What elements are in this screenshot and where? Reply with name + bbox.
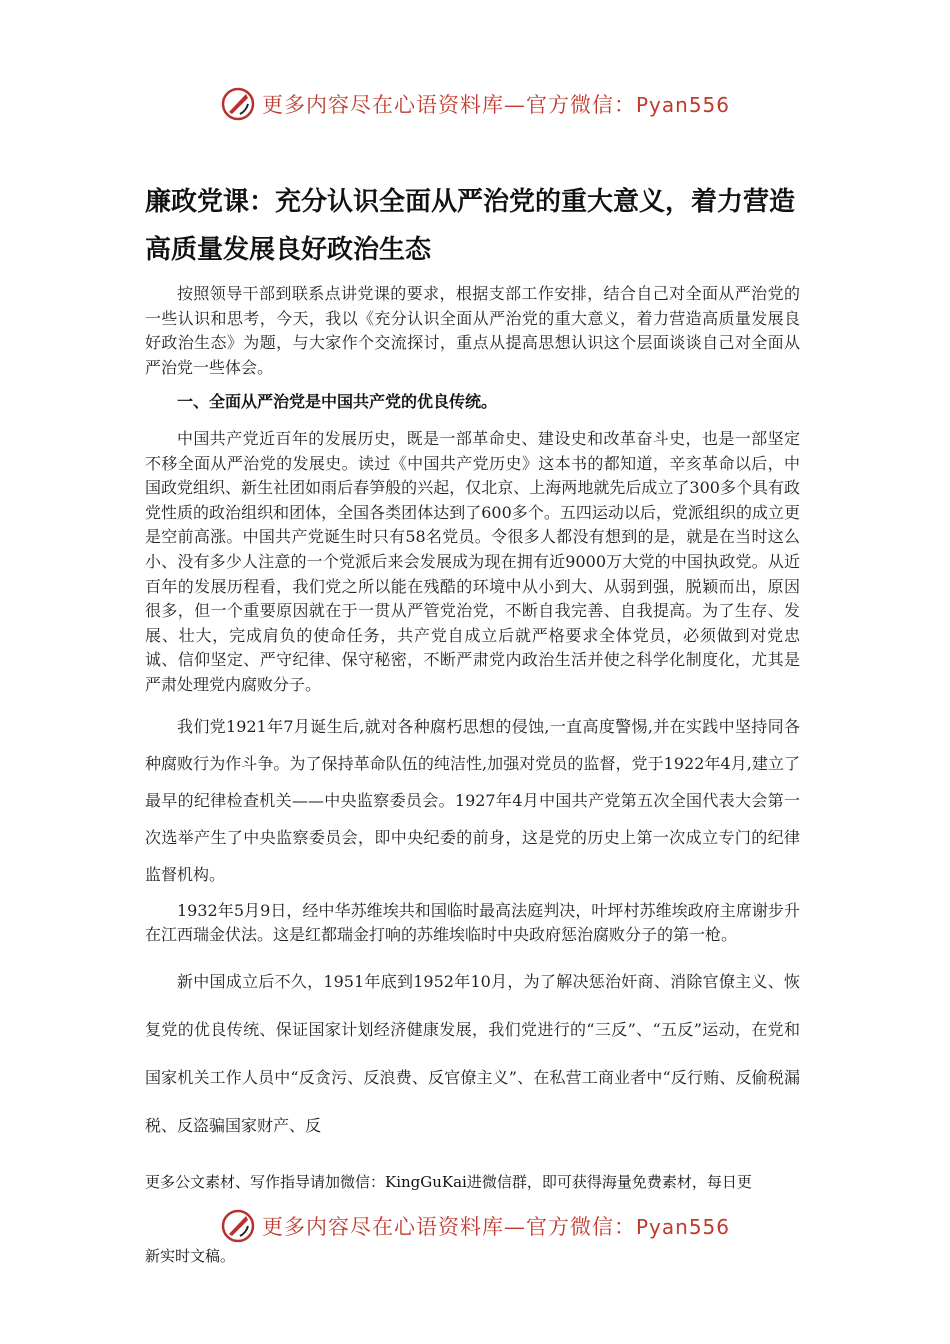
watermark-handle: Pyan556 — [635, 1215, 730, 1239]
paragraph-new-china: 新中国成立后不久，1951年底到1952年10月，为了解决惩治奸商、消除官僚主义、恢复党的优良传统、保证国家计划经济健康发展，我们党进行的“三反”、“五反”运动，在党和国家机关工作人员中“反贪污、反浪费、反官僚主义”、在私营工商业者中“反行贿、反偷税漏税、反盗骗国家财产、反 — [145, 971, 800, 1135]
watermark-top — [0, 86, 950, 122]
paragraph-intro: 按照领导干部到联系点讲党课的要求，根据支部工作安排，结合自己对全面从严治党的一些认识和思考，今天，我以《充分认识全面从严治党的重大意义，着力营造高质量发展良好政治生态》为题，与大家作个交流探讨，重点从提高思想认识这个层面谈谈自己对全面从严治党一些体会。 — [145, 284, 800, 377]
paragraph-1921: 我们党1921年7月诞生后,就对各种腐朽思想的侵蚀,一直高度警惕,并在实践中坚持同各种腐败行为作斗争。为了保持革命队伍的纯洁性,加强对党员的监督，党于1922年4月,建立了最早的纪律检查机关——中央监察委员会。1927年4月中国共产党第五次全国代表大会第一次选举产生了中央监察委员会，即中央纪委的前身，这是党的历史上第一次成立专门的纪律监督机构。 — [145, 716, 800, 884]
watermark-text: 更多内容尽在心语资料库—官方微信： — [261, 93, 636, 117]
logo-icon — [220, 1208, 256, 1244]
watermark-handle: Pyan556 — [635, 93, 730, 117]
section-heading: 一、全面从严治党是中国共产党的优良传统。 — [177, 392, 498, 412]
document-body — [145, 282, 800, 1154]
footer-tail: 新实时文稿。 — [145, 1247, 236, 1265]
paragraph-history: 中国共产党近百年的发展历史，既是一部革命史、建设史和改革奋斗史，也是一部坚定不移全面从严治党的发展史。读过《中国共产党历史》这本书的都知道，辛亥革命以后，中国政党组织、新生社团如雨后春笋般的兴起，仅北京、上海两地就先后成立了300多个具有政党性质的政治组织和团体，全国各类团体达到了600多个。五四运动以后，党派组织的成立更是空前高涨。中国共产党诞生时只有58名党员。令很多人都没有想到的是，就是在当时这么小、没有多少人注意的一个党派后来会发展成为现在拥有近9000万大党的中国执政党。从近百年的发展历程看，我们党之所以能在残酷的环境中从小到大、从弱到强，脱颖而出，原因很多，但一个重要原因就在于一贯从严管党治党，不断自我完善、自我提高。为了生存、发展、壮大，完成肩负的使命任务，共产党自成立后就严格要求全体党员，必须做到对党忠诚、信仰坚定、严守纪律、保守秘密，不断严肃党内政治生活并使之科学化制度化，尤其是严肃处理党内腐败分子。 — [145, 428, 800, 694]
watermark-text: 更多内容尽在心语资料库—官方微信： — [261, 1215, 636, 1239]
watermark-bottom — [0, 1208, 950, 1244]
paragraph-1932: 1932年5月9日，经中华苏维埃共和国临时最高法庭判决，叶坪村苏维埃政府主席谢步升在江西瑞金伏法。这是红都瑞金打响的苏维埃临时中央政府惩治腐败分子的第一枪。 — [145, 900, 800, 945]
footer-promo: 更多公文素材、写作指导请加微信：KingGuKai进微信群，即可获得海量免费素材，每日更 — [145, 1173, 752, 1191]
logo-icon — [220, 86, 256, 122]
document-title: 廉政党课：充分认识全面从严治党的重大意义，着力营造高质量发展良好政治生态 — [145, 187, 796, 265]
